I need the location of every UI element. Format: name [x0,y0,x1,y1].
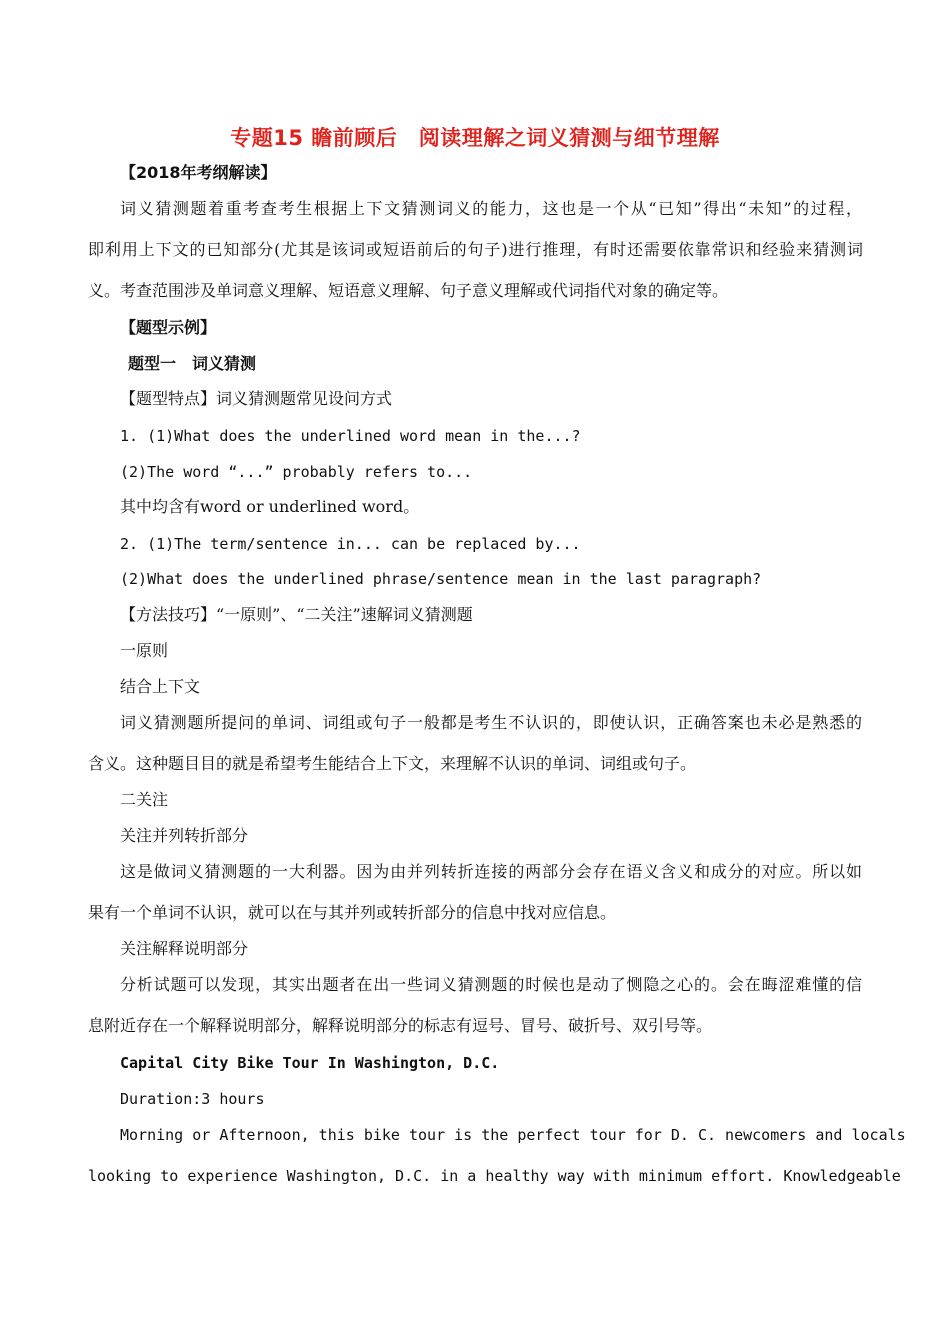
passage-title: Capital City Bike Tour In Washington, D.C. [120,1054,500,1072]
subheading: 关注解释说明部分 [120,939,249,958]
section-header-examples: 【题型示例】 [120,318,217,337]
question-note: 其中均含有word or underlined word。 [120,497,420,516]
focus1-paragraph-line: 这是做词义猜测题的一大利器。因为由并列转折连接的两部分会存在语义含义和成分的对应。所以如 [120,862,862,881]
subheading: 结合上下文 [120,677,201,696]
focus2-paragraph-line: 息附近存在一个解释说明部分，解释说明部分的标志有逗号、冒号、破折号、双引号等。 [88,1016,713,1035]
question-form: 2. (1)The term/sentence in... can be replaced by... [120,535,581,553]
passage-line: Morning or Afternoon, this bike tour is the perfect tour for D. C. newcomers and locals [120,1126,906,1144]
exam-paragraph-line: 即利用上下文的已知部分(尤其是该词或短语前后的句子)进行推理，有时还需要依靠常识和经验来猜测词 [88,240,863,259]
section-header-exam: 【2018年考纲解读】 [120,163,277,182]
type1-header: 题型一 词义猜测 [128,354,257,373]
passage-line: looking to experience Washington, D.C. in a healthy way with minimum effort. Knowledgeable [88,1167,901,1185]
exam-paragraph-line: 义。考查范围涉及单词意义理解、短语意义理解、句子意义理解或代词指代对象的确定等。 [88,281,729,300]
subheading: 关注并列转折部分 [120,826,249,845]
context-paragraph-line: 含义。这种题目目的就是希望考生能结合上下文，来理解不认识的单词、词组或句子。 [88,754,697,773]
focus2-paragraph-line: 分析试题可以发现，其实出题者在出一些词义猜测题的时候也是动了恻隐之心的。会在晦涩难懂的信 [120,975,862,994]
question-form: 1. (1)What does the underlined word mean in the...? [120,427,581,445]
page-title: 专题15 瞻前顾后 阅读理解之词义猜测与细节理解 [230,126,720,150]
exam-paragraph-line: 词义猜测题着重考查考生根据上下文猜测词义的能力，这也是一个从“已知”得出“未知”的过程， [120,199,862,218]
question-form: (2)The word “...” probably refers to... [120,463,473,481]
passage-duration: Duration:3 hours [120,1090,265,1108]
context-paragraph-line: 词义猜测题所提问的单词、词组或句子一般都是考生不认识的，即使认识，正确答案也未必是熟悉的 [120,713,862,732]
subheading: 一原则 [120,641,169,660]
focus1-paragraph-line: 果有一个单词不认识，就可以在与其并列或转折部分的信息中找对应信息。 [88,903,617,922]
subheading: 二关注 [120,790,169,809]
features-line: 【题型特点】词义猜测题常见设问方式 [120,389,393,408]
question-form: (2)What does the underlined phrase/sentence mean in the last paragraph? [120,570,762,588]
method-line: 【方法技巧】“一原则”、“二关注”速解词义猜测题 [120,605,473,624]
